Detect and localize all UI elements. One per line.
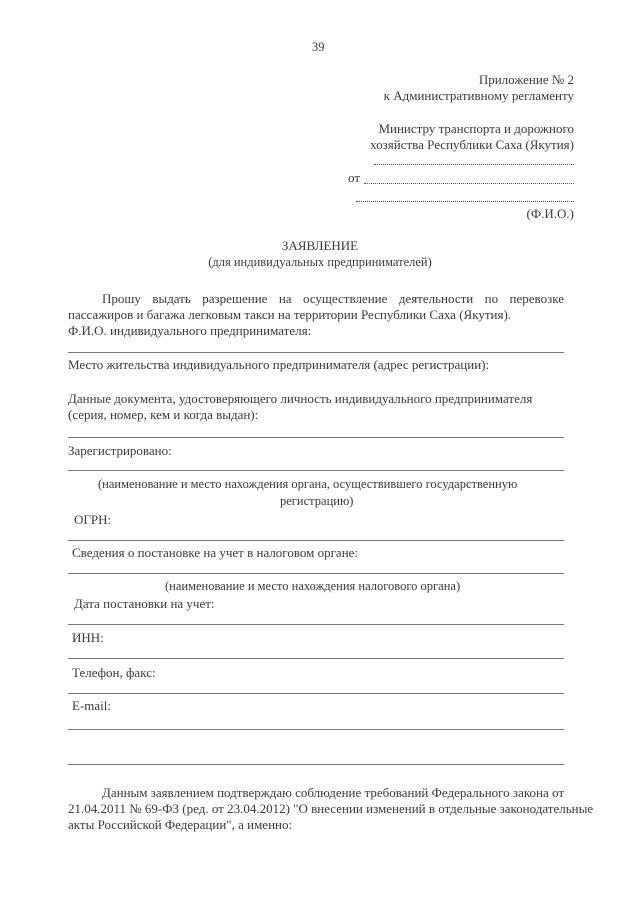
tax-authority-caption: (наименование и место нахождения налогового органа) [165,579,461,593]
from-blank-line [364,183,574,184]
residence-label: Место жительства индивидуального предпринимателя (адрес регистрации): [68,357,490,372]
confirmation-line-3: акты Российской Федерации", а именно: [68,817,293,832]
ogrn-field-line [68,540,564,541]
intro-line-3: Ф.И.О. индивидуального предпринимателя: [68,323,312,338]
email-field-line [68,729,564,730]
document-subtitle: (для индивидуальных предпринимателей) [208,255,432,269]
phone-fax-label: Телефон, факс: [72,665,156,680]
intro-line-2: пассажиров и багажа легковым такси на территории Республики Саха (Якутия). [68,307,512,322]
extra-field-line [68,764,564,765]
email-label: E-mail: [72,698,111,713]
registered-field-line [68,470,564,471]
ogrn-label: ОГРН: [74,512,112,527]
page-number: 39 [312,40,325,54]
fio-caption: (Ф.И.О.) [526,206,574,221]
addressee-blank-line [374,164,574,165]
inn-label: ИНН: [72,630,104,645]
appendix-label: Приложение № 2 [478,72,574,87]
fio-blank-line [356,201,574,202]
addressee-line-1: Министру транспорта и дорожного [378,121,574,136]
from-label: от [348,170,361,185]
tax-info-field-line [68,573,564,574]
id-doc-field-line [68,437,564,438]
phone-fax-field-line [68,693,564,694]
document-title: ЗАЯВЛЕНИЕ [281,238,359,253]
registered-label: Зарегистрировано: [68,443,172,458]
inn-field-line [68,658,564,659]
registration-date-field-line [68,624,564,625]
registration-caption-2: регистрацию) [280,494,354,508]
registration-date-label: Дата постановки на учет: [74,596,215,611]
id-doc-label-2: (серия, номер, кем и когда выдан): [68,407,259,422]
confirmation-line-2: 21.04.2011 № 69-ФЗ (ред. от 23.04.2012) "О внесении изменений в отдельные законодательные [68,801,594,816]
regulation-label: к Административному регламенту [383,88,574,103]
fio-field-line [68,352,564,353]
intro-line-1: Прошу выдать разрешение на осуществление деятельности по перевозке [102,291,564,306]
tax-info-label: Сведения о постановке на учет в налоговом органе: [72,545,359,560]
addressee-line-2: хозяйства Республики Саха (Якутия) [370,137,574,152]
id-doc-label-1: Данные документа, удостоверяющего личность индивидуального предпринимателя [68,391,533,406]
confirmation-line-1: Данным заявлением подтверждаю соблюдение требований Федерального закона от [102,785,564,800]
registration-caption-1: (наименование и место нахождения органа, осуществившего государственную [98,477,518,491]
